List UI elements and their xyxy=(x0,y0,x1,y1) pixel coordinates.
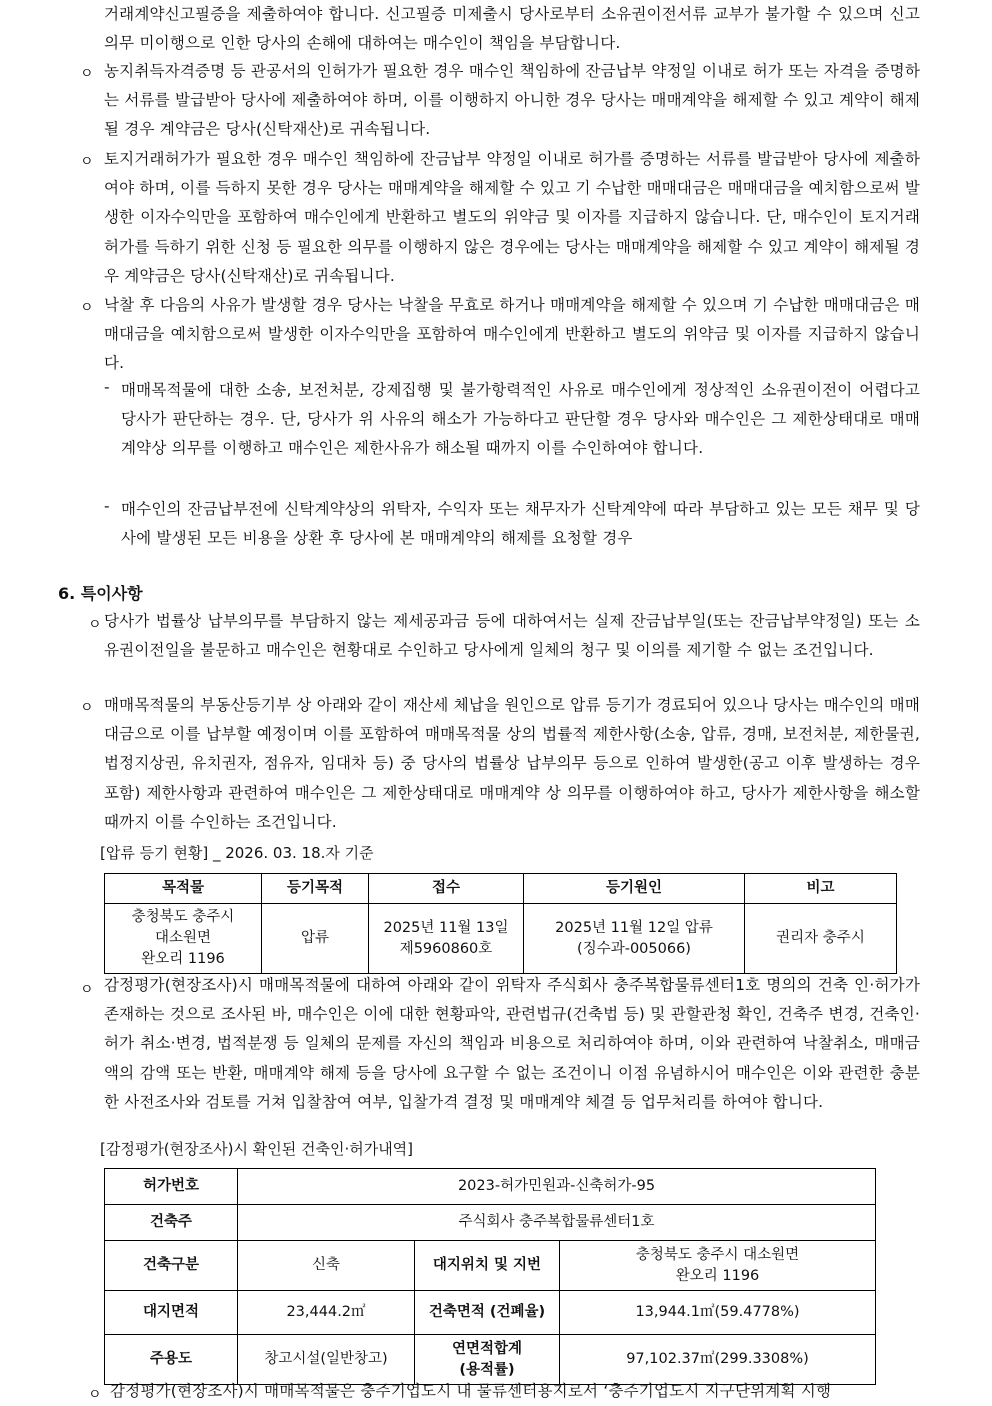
paragraph-bid-invalidation: 낙찰 후 다음의 사유가 발생할 경우 당사는 낙찰을 무효로 하거나 매매계약을 해제할 수 있으며 기 수납한 매매대금은 매매대금을 예치함으로써 발생한 이자수익만을 포함하여 매수인에게 반환하고 별도의 위약금 및 이자를 지급하지 않습니다. xyxy=(104,296,920,373)
cell-purpose: 압류 xyxy=(262,904,369,974)
paragraph-farmland-permit: 농지취득자격증명 등 관공서의 인허가가 필요한 경우 매수인 책임하에 잔금납부 약정일 이내로 허가 또는 자격을 증명하는 서류를 발급받아 당사에 제출하여야 하며, 이를 이행하지 아니한 경우 당사는 매매계약을 해제할 수 있고 계약이 해제될 경우 계약금은 당사(신탁재산)로 귀속됩니다. xyxy=(104,62,920,139)
value-location: 충청북도 충주시 대소원면 완오리 1196 xyxy=(560,1241,876,1291)
col-header: 등기원인 xyxy=(524,874,745,904)
bullet-mark: ㅇ xyxy=(88,1387,102,1403)
value-use: 창고시설(일반창고) xyxy=(238,1335,415,1385)
col-header: 접수 xyxy=(369,874,524,904)
dash-mark: - xyxy=(104,378,110,396)
label-owner: 건축주 xyxy=(105,1205,238,1241)
section-heading: 6. 특이사항 xyxy=(58,584,143,603)
seizure-table xyxy=(104,873,897,974)
paragraph-building-permit: 감정평가(현장조사)시 매매목적물에 대하여 아래와 같이 위탁자 주식회사 충주복합물류센터1호 명의의 건축 인·허가가 존재하는 것으로 조사된 바, 매수인은 이에 대한 현황파악, 관련법규(건축법 등) 및 관할관청 확인, 건축주 변경, 건축인·허가 취소·변경, 법적분쟁 등 일체의 문제를 자신의 책임과 비용으로 처리하여야 하며, 이와 관련하여 낙찰취소, 매매금액의 감액 또는 반환, 매매계약 해제 등을 당사에 요구할 수 없는 조건이니 이점 유념하시어 매수인은 이와 관련한 충분한 사전조사와 검토를 거쳐 입찰참여 여부, 입찰가격 결정 및 매매계약 체결 등 업무처리를 하여야 합니다. xyxy=(104,976,920,1111)
label-floor-area: 연면적합계 (용적률) xyxy=(415,1335,560,1385)
value-floor-area: 97,102.37㎡(299.3308%) xyxy=(560,1335,876,1385)
permit-table-caption: [감정평가(현장조사)시 확인된 건축인·허가내역] xyxy=(100,1140,414,1158)
bullet-mark: ㅇ xyxy=(80,66,94,82)
paragraph-taxes: 당사가 법률상 납부의무를 부담하지 않는 제세공과금 등에 대하여서는 실제 잔금납부일(또는 잔금납부약정일) 또는 소유권이전일을 불문하고 매수인은 현황대로 수인하고 당사에게 일체의 청구 및 이의를 제기할 수 없는 조건입니다. xyxy=(104,612,920,660)
label-location: 대지위치 및 지번 xyxy=(415,1241,560,1291)
bullet-mark: ㅇ xyxy=(80,700,94,716)
label-building-area: 건축면적 (건폐율) xyxy=(415,1291,560,1335)
value-permit-no: 2023-허가민원과-신축허가-95 xyxy=(238,1169,876,1205)
paragraph-dash-trust-repayment: 매수인의 잔금납부전에 신탁계약상의 위탁자, 수익자 또는 채무자가 신탁계약에 따라 부담하고 있는 모든 채무 및 당사에 발생된 모든 비용을 상환 후 당사에 본 매매계약의 해제를 요청할 경우 xyxy=(121,500,920,548)
paragraph-enterprise-city: 감정평가(현장조사)시 매매목적물은 충주기업도시 내 물류센터용지로서 ‘충주기업도시 지구단위계획 시행 xyxy=(110,1382,832,1400)
cell-object: 충청북도 충주시 대소원면 완오리 1196 xyxy=(105,904,262,974)
paragraph-continuation: 거래계약신고필증을 제출하여야 합니다. 신고필증 미제출시 당사로부터 소유권이전서류 교부가 불가할 수 있으며 신고의무 미이행으로 인한 당사의 손해에 대하여는 매수인이 책임을 부담합니다. xyxy=(104,5,920,53)
col-header: 목적물 xyxy=(105,874,262,904)
col-header: 비고 xyxy=(745,874,897,904)
bullet-mark: ㅇ xyxy=(88,617,102,633)
bullet-mark: ㅇ xyxy=(80,982,94,998)
label-permit-no: 허가번호 xyxy=(105,1169,238,1205)
dash-mark: - xyxy=(104,497,110,515)
paragraph-land-transaction-permit: 토지거래허가가 필요한 경우 매수인 책임하에 잔금납부 약정일 이내로 허가를 증명하는 서류를 발급받아 당사에 제출하여야 하며, 이를 득하지 못한 경우 당사는 매매계약을 해제할 수 있고 기 수납한 매매대금은 매매대금을 예치함으로써 발생한 이자수익만을 포함하여 매수인에게 반환하고 별도의 위약금 및 이자를 지급하지 않습니다. 단, 매수인이 토지거래허가를 득하기 위한 신청 등 필요한 의무를 이행하지 않은 경우에는 당사는 매매계약을 해제할 수 있고 계약이 해제될 경우 계약금은 당사(신탁재산)로 귀속됩니다. xyxy=(104,150,920,285)
value-owner: 주식회사 충주복합물류센터1호 xyxy=(238,1205,876,1241)
paragraph-seizure: 매매목적물의 부동산등기부 상 아래와 같이 재산세 체납을 원인으로 압류 등기가 경료되어 있으나 당사는 매수인의 매매대금으로 이를 납부할 예정이며 이를 포함하여 매매목적물 상의 법률적 제한사항(소송, 압류, 경매, 보전처분, 제한물권, 법정지상권, 유치권자, 점유자, 임대차 등) 중 당사의 법률상 납부의무 등으로 인하여 발생한(공고 이후 발생하는 경우 포함) 제한사항과 관련하여 매수인은 그 제한상태대로 매매계약 상 의무를 이행하여야 하고, 당사가 제한사항을 해소할 때까지 이를 수인하는 조건입니다. xyxy=(104,696,920,831)
bullet-mark: ㅇ xyxy=(80,300,94,316)
seizure-table-caption: [압류 등기 현황] _ 2026. 03. 18.자 기준 xyxy=(100,844,374,862)
label-type: 건축구분 xyxy=(105,1241,238,1291)
cell-receipt: 2025년 11월 13일 제5960860호 xyxy=(369,904,524,974)
label-site-area: 대지면적 xyxy=(105,1291,238,1335)
value-building-area: 13,944.1㎡(59.4778%) xyxy=(560,1291,876,1335)
bullet-mark: ㅇ xyxy=(80,154,94,170)
value-type: 신축 xyxy=(238,1241,415,1291)
permit-table xyxy=(104,1168,876,1385)
col-header: 등기목적 xyxy=(262,874,369,904)
cell-note: 권리자 충주시 xyxy=(745,904,897,974)
label-use: 주용도 xyxy=(105,1335,238,1385)
paragraph-dash-litigation: 매매목적물에 대한 소송, 보전처분, 강제집행 및 불가항력적인 사유로 매수인에게 정상적인 소유권이전이 어렵다고 당사가 판단하는 경우. 단, 당사가 위 사유의 해소가 가능하다고 판단할 경우 당사와 매수인은 그 제한상태대로 매매계약상 의무를 이행하고 매수인은 제한사유가 해소될 때까지 이를 수인하여야 합니다. xyxy=(121,381,920,458)
cell-cause: 2025년 11월 12일 압류 (징수과-005066) xyxy=(524,904,745,974)
value-site-area: 23,444.2㎡ xyxy=(238,1291,415,1335)
